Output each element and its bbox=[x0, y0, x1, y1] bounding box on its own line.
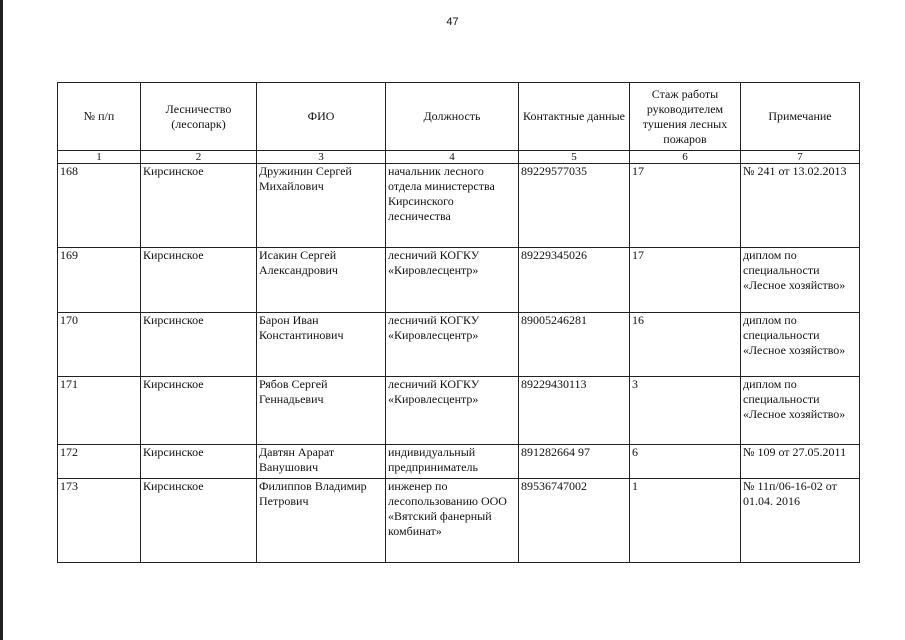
header-name: ФИО bbox=[257, 83, 386, 151]
cell-position: лесничий КОГКУ «Кировлесцентр» bbox=[386, 377, 519, 445]
cell-contact: 891282664 97 bbox=[519, 445, 630, 479]
cell-num: 170 bbox=[58, 313, 141, 377]
cell-name: Барон Иван Константинович bbox=[257, 313, 386, 377]
cell-contact: 89536747002 bbox=[519, 479, 630, 563]
cell-forestry: Кирсинское bbox=[141, 164, 257, 248]
column-number: 6 bbox=[630, 151, 741, 164]
header-num: № п/п bbox=[58, 83, 141, 151]
table-row bbox=[58, 377, 860, 445]
cell-position: инженер по лесопользованию ООО «Вятский фанерный комбинат» bbox=[386, 479, 519, 563]
cell-num: 168 bbox=[58, 164, 141, 248]
header-note: Примечание bbox=[741, 83, 860, 151]
cell-contact: 89005246281 bbox=[519, 313, 630, 377]
cell-contact: 89229430113 bbox=[519, 377, 630, 445]
cell-name: Давтян Арарат Ванушович bbox=[257, 445, 386, 479]
header-experience: Стаж работы руководителем тушения лесных пожаров bbox=[630, 83, 741, 151]
cell-forestry: Кирсинское bbox=[141, 479, 257, 563]
cell-experience: 1 bbox=[630, 479, 741, 563]
cell-experience: 17 bbox=[630, 164, 741, 248]
column-number: 1 bbox=[58, 151, 141, 164]
cell-forestry: Кирсинское bbox=[141, 377, 257, 445]
cell-name: Дружинин Сергей Михайлович bbox=[257, 164, 386, 248]
header-contact: Контактные данные bbox=[519, 83, 630, 151]
cell-num: 172 bbox=[58, 445, 141, 479]
cell-num: 169 bbox=[58, 248, 141, 313]
cell-note: диплом по специальности «Лесное хозяйство» bbox=[741, 377, 860, 445]
cell-contact: 89229577035 bbox=[519, 164, 630, 248]
scan-edge bbox=[0, 0, 3, 640]
registry-table bbox=[57, 82, 860, 563]
column-number: 2 bbox=[141, 151, 257, 164]
cell-forestry: Кирсинское bbox=[141, 313, 257, 377]
table-row bbox=[58, 445, 860, 479]
cell-num: 173 bbox=[58, 479, 141, 563]
cell-note: диплом по специальности «Лесное хозяйство» bbox=[741, 248, 860, 313]
cell-position: индивидуальный предприниматель bbox=[386, 445, 519, 479]
header-row bbox=[58, 83, 860, 151]
cell-position: лесничий КОГКУ «Кировлесцентр» bbox=[386, 248, 519, 313]
cell-experience: 17 bbox=[630, 248, 741, 313]
table-row bbox=[58, 313, 860, 377]
cell-experience: 16 bbox=[630, 313, 741, 377]
cell-num: 171 bbox=[58, 377, 141, 445]
page-number: 47 bbox=[446, 16, 459, 28]
cell-position: начальник лесного отдела министерства Кирсинского лесничества bbox=[386, 164, 519, 248]
cell-contact: 89229345026 bbox=[519, 248, 630, 313]
cell-name: Исакин Сергей Александрович bbox=[257, 248, 386, 313]
cell-note: № 241 от 13.02.2013 bbox=[741, 164, 860, 248]
table-row bbox=[58, 164, 860, 248]
cell-note: № 109 от 27.05.2011 bbox=[741, 445, 860, 479]
cell-name: Рябов Сергей Геннадьевич bbox=[257, 377, 386, 445]
cell-note: диплом по специальности «Лесное хозяйство» bbox=[741, 313, 860, 377]
cell-experience: 6 bbox=[630, 445, 741, 479]
cell-position: лесничий КОГКУ «Кировлесцентр» bbox=[386, 313, 519, 377]
cell-note: № 11п/06-16-02 от 01.04. 2016 bbox=[741, 479, 860, 563]
header-position: Должность bbox=[386, 83, 519, 151]
cell-name: Филиппов Владимир Петрович bbox=[257, 479, 386, 563]
cell-experience: 3 bbox=[630, 377, 741, 445]
column-number: 3 bbox=[257, 151, 386, 164]
column-number: 5 bbox=[519, 151, 630, 164]
table-row bbox=[58, 248, 860, 313]
column-number: 7 bbox=[741, 151, 860, 164]
column-number: 4 bbox=[386, 151, 519, 164]
column-numbers-row bbox=[58, 151, 860, 164]
table-row bbox=[58, 479, 860, 563]
cell-forestry: Кирсинское bbox=[141, 248, 257, 313]
cell-forestry: Кирсинское bbox=[141, 445, 257, 479]
header-forestry: Лесничество (лесопарк) bbox=[141, 83, 257, 151]
